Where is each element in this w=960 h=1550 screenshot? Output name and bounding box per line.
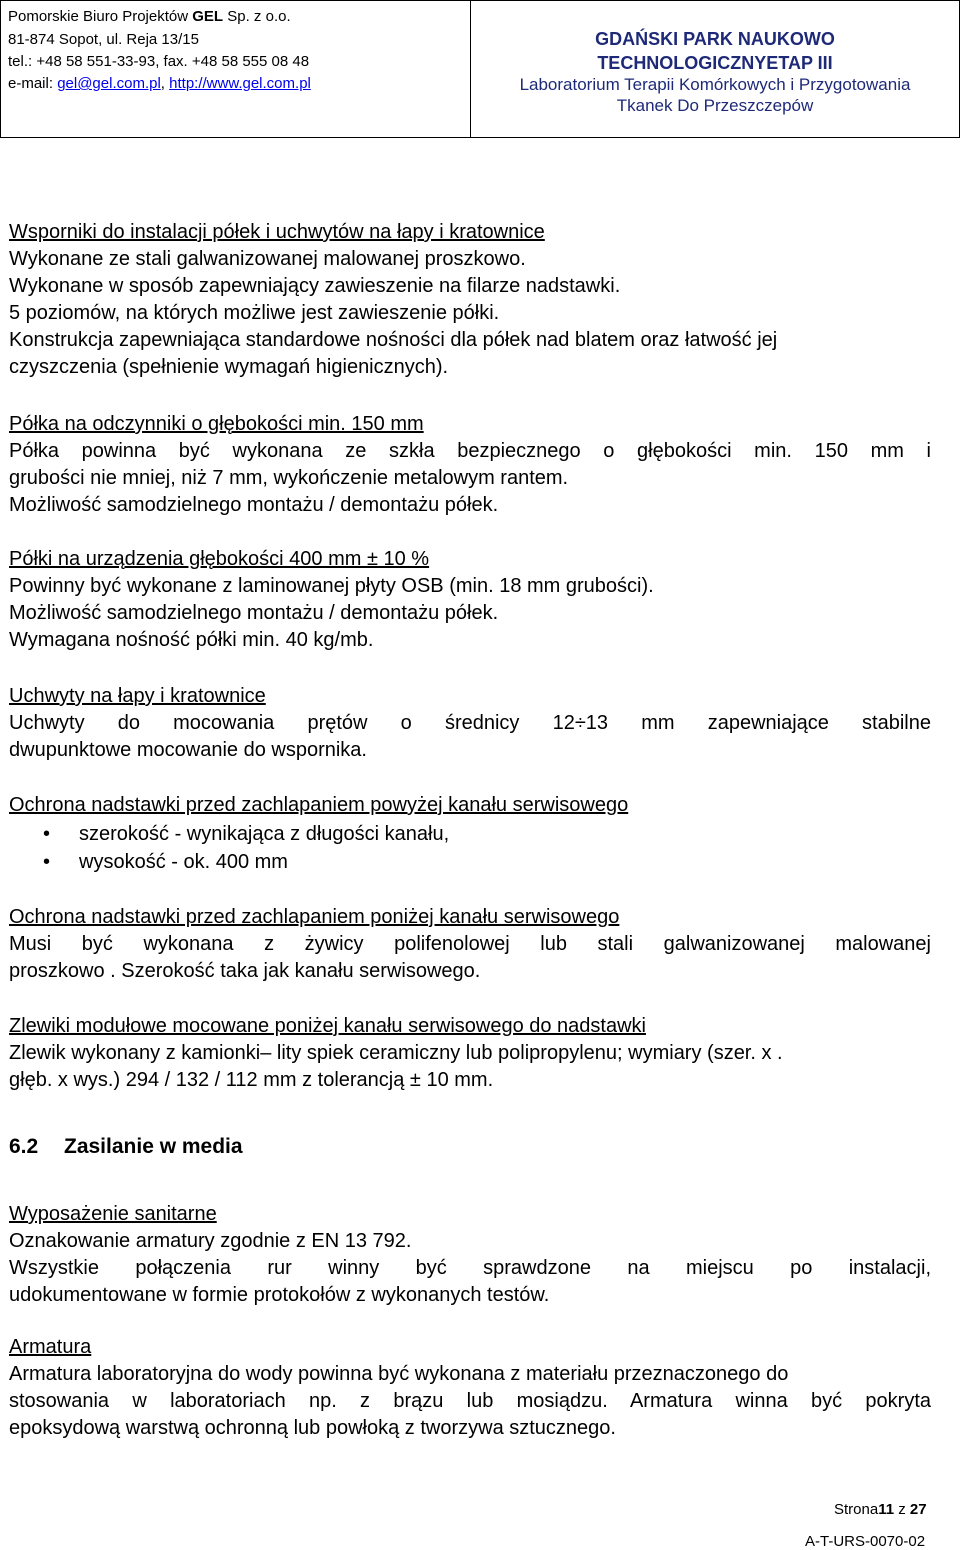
section-title-sanitary: Wyposażenie sanitarne xyxy=(9,1203,217,1225)
page-of: z xyxy=(894,1501,910,1518)
text-line: Półka powinna być wykonana ze szkła bezpiecznego o głębokości min. 150 mm i xyxy=(9,440,931,462)
text-line: epoksydową warstwą ochronną lub powłoką z tworzywa sztucznego. xyxy=(9,1417,616,1439)
text-line: dwupunktowe mocowanie do wspornika. xyxy=(9,739,367,761)
section-title-reagent-shelf: Półka na odczynniki o głębokości min. 150 mm xyxy=(9,413,424,435)
company-email-line xyxy=(8,75,311,93)
company-phone: tel.: +48 58 551-33-93, fax. +48 58 555 08 48 xyxy=(8,53,310,70)
bullet-icon: • xyxy=(43,823,51,845)
company-name-prefix: Pomorskie Biuro Projektów xyxy=(8,8,193,25)
bullet-item: szerokość - wynikająca z długości kanału, xyxy=(79,823,450,845)
text-line: Zlewik wykonany z kamionki– lity spiek ceramiczny lub polipropylenu; wymiary (szer. x . xyxy=(9,1042,783,1064)
text-line: Wykonane ze stali galwanizowanej malowanej proszkowo. xyxy=(9,248,526,270)
page-total: 27 xyxy=(909,1501,927,1518)
project-title-line1: GDAŃSKI PARK NAUKOWO xyxy=(595,29,835,49)
project-title-line2: TECHNOLOGICZNYETAP III xyxy=(597,53,833,73)
section-title-device-shelves: Półki na urządzenia głębokości 400 mm ± 10 % xyxy=(9,548,430,570)
bullet-icon: • xyxy=(43,851,51,873)
text-line: Wymagana nośność półki min. 40 kg/mb. xyxy=(9,629,374,651)
text-line: Wszystkie połączenia rur winny być sprawdzone na miejscu po instalacji, xyxy=(9,1257,931,1279)
text-line: Musi być wykonana z żywicy polifenolowej lub stali galwanizowanej malowanej xyxy=(9,933,931,955)
text-line: Możliwość samodzielnego montażu / demontażu półek. xyxy=(9,602,499,624)
email-label: e-mail: xyxy=(8,75,58,92)
text-line: Konstrukcja zapewniająca standardowe nośności dla półek nad blatem oraz łatwość jej xyxy=(9,329,778,351)
text-line: Możliwość samodzielnego montażu / demontażu półek. xyxy=(9,494,499,516)
document-code: A-T-URS-0070-02 xyxy=(805,1533,926,1550)
section-heading-title: Zasilanie w media xyxy=(64,1135,243,1158)
text-line: Armatura laboratoryjna do wody powinna być wykonana z materiału przeznaczonego do xyxy=(9,1363,789,1385)
company-info xyxy=(1,1,471,137)
company-name xyxy=(8,8,291,26)
section-title-sinks: Zlewiki modułowe mocowane poniżej kanału serwisowego do nadstawki xyxy=(9,1015,646,1037)
section-title-splash-below: Ochrona nadstawki przed zachlapaniem poniżej kanału serwisowego xyxy=(9,906,620,928)
text-line: udokumentowane w formie protokołów z wykonanych testów. xyxy=(9,1284,550,1306)
bullet-item: wysokość - ok. 400 mm xyxy=(79,851,288,873)
section-title-holders: Uchwyty na łapy i kratownice xyxy=(9,685,266,707)
text-line: Uchwyty do mocowania prętów o średnicy 12÷13 mm zapewniające stabilne xyxy=(9,712,931,734)
section-title-splash-above: Ochrona nadstawki przed zachlapaniem powyżej kanału serwisowego xyxy=(9,794,629,816)
section-title-brackets: Wsporniki do instalacji półek i uchwytów na łapy i kratownice xyxy=(9,221,545,243)
section-heading xyxy=(9,1133,243,1160)
text-line: głęb. x wys.) 294 / 132 / 112 mm z tolerancją ± 10 mm. xyxy=(9,1069,494,1091)
text-line: Powinny być wykonane z laminowanej płyty OSB (min. 18 mm grubości). xyxy=(9,575,654,597)
company-name-bold: GEL xyxy=(192,8,224,25)
text-line: grubości nie mniej, niż 7 mm, wykończenie metalowym rantem. xyxy=(9,467,569,489)
text-line: proszkowo . Szerokość taka jak kanału serwisowego. xyxy=(9,960,481,982)
email-separator: , xyxy=(160,75,170,92)
section-number: 6.2 xyxy=(9,1135,39,1158)
project-info xyxy=(471,1,959,137)
project-subtitle-line2: Tkanek Do Przeszczepów xyxy=(616,96,814,115)
document-header xyxy=(0,0,960,138)
text-line: 5 poziomów, na których możliwe jest zawieszenie półki. xyxy=(9,302,500,324)
text-line: stosowania w laboratoriach np. z brązu lub mosiądzu. Armatura winna być pokryta xyxy=(9,1390,931,1412)
text-line: Wykonane w sposób zapewniający zawieszenie na filarze nadstawki. xyxy=(9,275,621,297)
text-line: czyszczenia (spełnienie wymagań higienicznych). xyxy=(9,356,449,378)
page-label: Strona xyxy=(834,1501,879,1518)
email-link[interactable]: gel@gel.com.pl xyxy=(57,75,161,92)
section-title-fittings: Armatura xyxy=(9,1336,92,1358)
company-name-suffix: Sp. z o.o. xyxy=(223,8,291,25)
page-number xyxy=(834,1501,927,1518)
website-link[interactable]: http://www.gel.com.pl xyxy=(169,75,311,92)
page-current: 11 xyxy=(878,1501,895,1518)
project-subtitle-line1: Laboratorium Terapii Komórkowych i Przygotowania xyxy=(519,75,911,94)
company-address: 81-874 Sopot, ul. Reja 13/15 xyxy=(8,31,199,48)
text-line: Oznakowanie armatury zgodnie z EN 13 792. xyxy=(9,1230,412,1252)
